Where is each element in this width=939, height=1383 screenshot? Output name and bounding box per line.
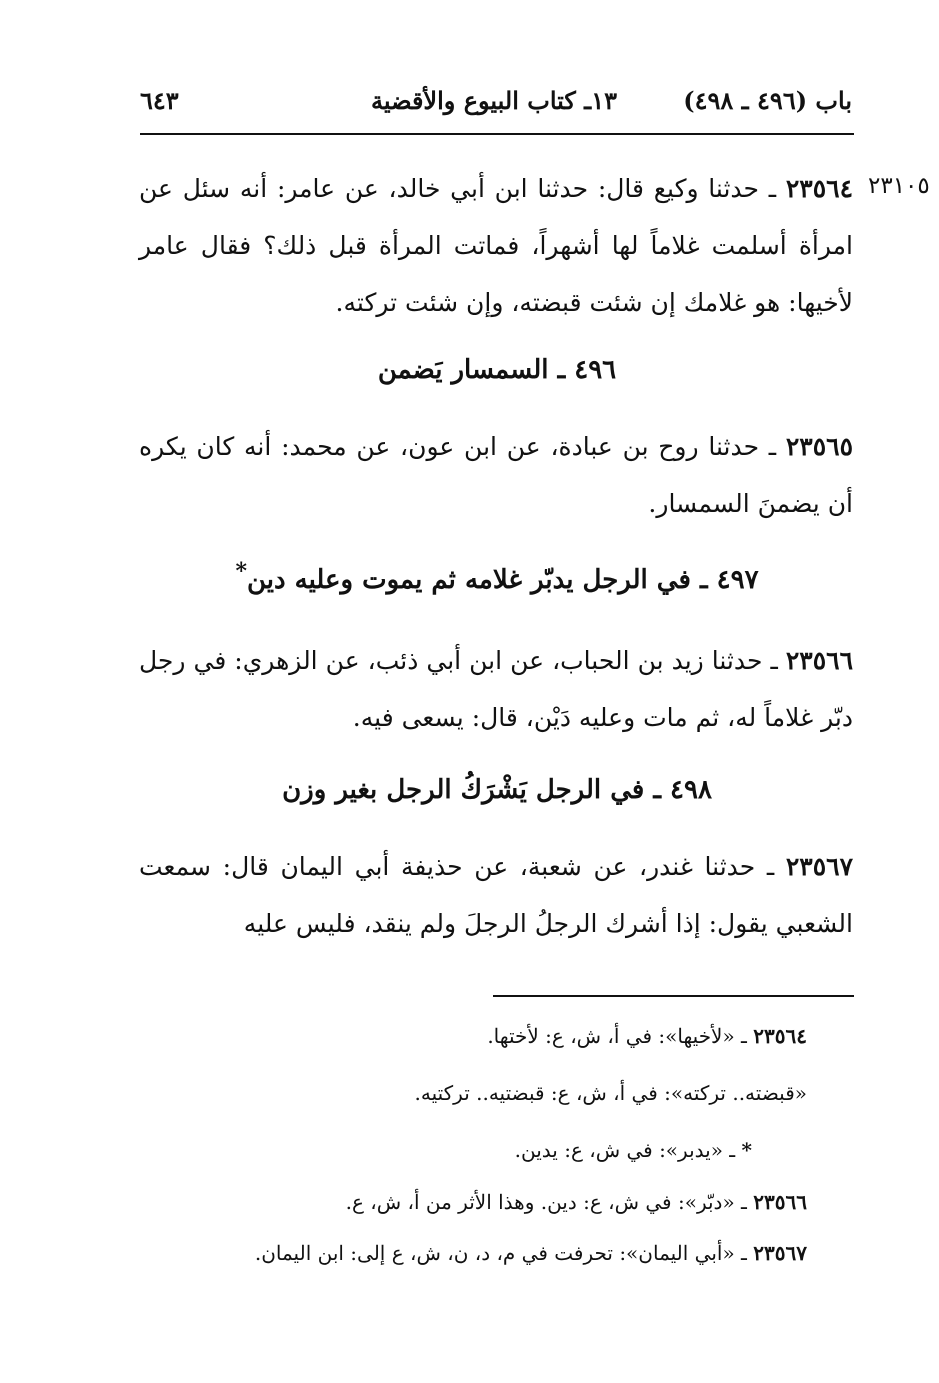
running-header — [140, 86, 852, 126]
header-book-title: ١٣ـ كتاب البيوع والأقضية — [371, 86, 617, 115]
footnote-marker: * — [741, 1138, 752, 1162]
entry-23566 — [139, 632, 853, 746]
entry-separator: ـ — [759, 174, 786, 203]
entry-text: حدثنا روح بن عبادة، عن ابن عون، عن محمد: أنه كان يكره أن يضمنَ السمسار. — [139, 432, 853, 518]
entry-text: حدثنا غندر، عن شعبة، عن حذيفة أبي اليمان قال: سمعت الشعبي يقول: إذا أشرك الرجلُ الرجلَ ولم ينقد، فليس عليه — [139, 852, 853, 938]
footnote-23564 — [487, 1024, 807, 1048]
section-heading-496: ٤٩٦ ـ السمسار يَضمن — [377, 355, 617, 385]
footnote-23566 — [346, 1190, 807, 1214]
entry-number: ٢٣٥٦٤ — [785, 174, 853, 203]
entry-separator: ـ — [762, 646, 786, 675]
entry-separator: ـ — [759, 432, 786, 461]
footnote-text: ـ «أبي اليمان»: تحرفت في م، د، ن، ش، ع إلى: ابن اليمان. — [254, 1241, 754, 1265]
footnote-star — [515, 1138, 752, 1162]
entry-number: ٢٣٥٦٦ — [785, 646, 854, 675]
section-heading-497 — [140, 558, 854, 595]
footnote-23564-cont — [414, 1081, 807, 1105]
footnote-text: ـ «يدبر»: في ش، ع: يدين. — [514, 1138, 742, 1162]
entry-23565 — [139, 418, 853, 532]
footnote-number: ٢٣٥٦٤ — [753, 1024, 807, 1048]
entry-text: حدثنا زيد بن الحباب، عن ابن أبي ذئب، عن الزهري: في رجل دبّر غلاماً له، ثم مات وعليه دَيْن، قال: يسعى فيه. — [139, 646, 853, 732]
margin-reference-number: ٢٣١٠٥ — [868, 173, 930, 199]
page-number: ٦٤٣ — [140, 86, 179, 115]
footnote-text: ـ «لأخيها»: في أ، ش، ع: لأختها. — [487, 1024, 754, 1048]
footnote-text: «قبضته.. تركته»: في أ، ش، ع: قبضتيه.. تركتيه. — [414, 1081, 807, 1105]
entry-number: ٢٣٥٦٥ — [785, 432, 853, 461]
footnote-text: ـ «دبّر»: في ش، ع: دين. وهذا الأثر من أ، ش، ع. — [345, 1190, 754, 1214]
header-chapter: باب (٤٩٦ ـ ٤٩٨) — [683, 86, 852, 115]
heading-text: ٤٩٧ ـ في الرجل يدبّر غلامه ثم يموت وعليه دين — [246, 565, 759, 595]
entry-text: حدثنا وكيع قال: حدثنا ابن أبي خالد، عن عامر: أنه سئل عن امرأة أسلمت غلاماً لها أشهراً، فماتت المرأة قبل ذلك؟ فقال عامر لأخيها: هو غلامك إن شئت قبضته، وإن شئت تركته. — [139, 174, 853, 317]
entry-separator: ـ — [755, 852, 786, 881]
footnote-divider — [493, 995, 854, 997]
entry-23564 — [139, 160, 853, 331]
footnote-number: ٢٣٥٦٧ — [753, 1241, 807, 1265]
footnote-marker: * — [235, 558, 247, 585]
section-heading-498: ٤٩٨ ـ في الرجل يَشْرَكُ الرجل بغير وزن — [282, 775, 712, 805]
footnote-23567 — [255, 1241, 807, 1265]
entry-23567 — [139, 838, 853, 952]
header-divider — [140, 133, 854, 135]
footnote-number: ٢٣٥٦٦ — [753, 1190, 807, 1214]
entry-number: ٢٣٥٦٧ — [785, 852, 854, 881]
